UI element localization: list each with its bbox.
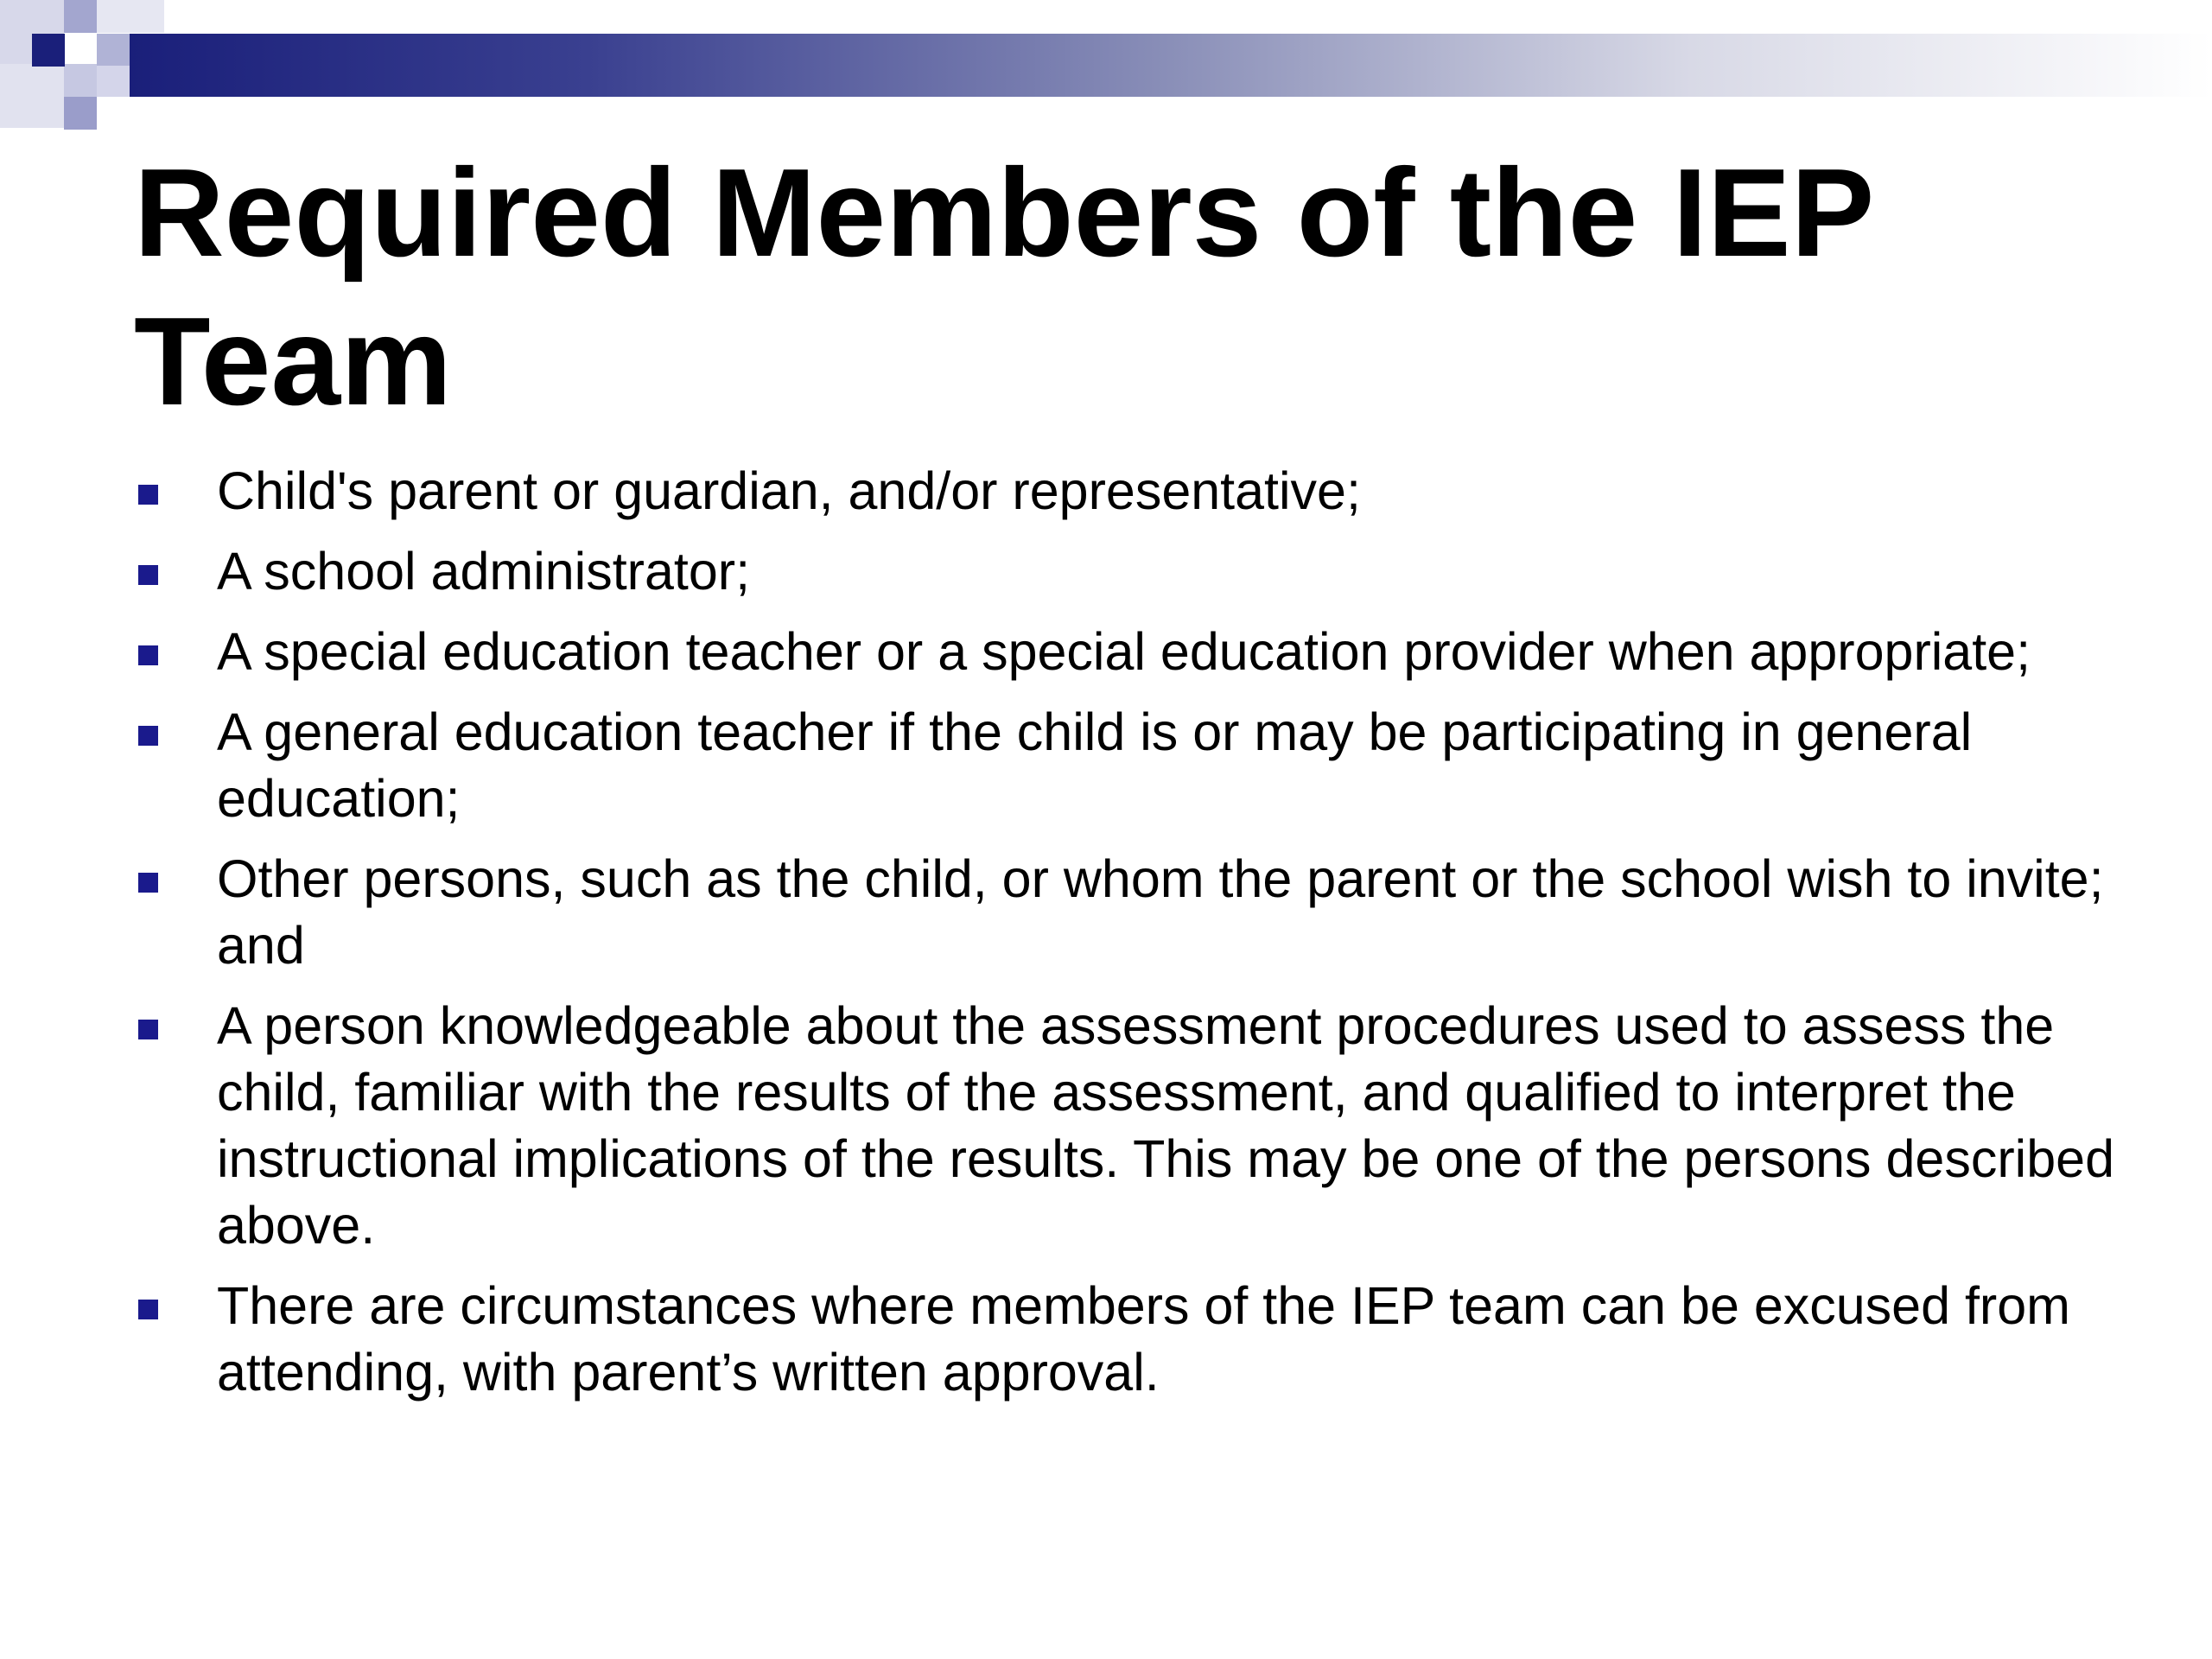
square-bullet-icon — [138, 485, 158, 505]
decor-square — [97, 66, 130, 97]
bullet-list — [134, 458, 2190, 1420]
header-gradient-bar — [130, 34, 2212, 97]
bullet-item — [134, 619, 2190, 685]
bullet-text: Child's parent or guardian, and/or representative; — [217, 461, 1361, 520]
square-bullet-icon — [138, 726, 158, 746]
decor-square — [0, 64, 64, 128]
square-bullet-icon — [138, 565, 158, 585]
decor-square — [64, 64, 97, 97]
bullet-text: A general education teacher if the child is or may be participating in general education; — [217, 702, 1973, 828]
bullet-item — [134, 993, 2190, 1259]
decor-square-dark — [32, 34, 65, 67]
square-bullet-icon — [138, 873, 158, 893]
square-bullet-icon — [138, 1020, 158, 1039]
slide-title: Required Members of the IEP Team — [134, 143, 1872, 431]
bullet-text: A person knowledgeable about the assessment procedures used to assess the child, familiar with the results of the assessment, and qualified to interpret the instructional implications of the results. This may be one of the persons described above. — [217, 996, 2114, 1255]
square-bullet-icon — [138, 645, 158, 665]
bullet-item — [134, 846, 2190, 979]
bullet-text: Other persons, such as the child, or whom the parent or the school wish to invite; and — [217, 849, 2104, 975]
bullet-item — [134, 458, 2190, 524]
bullet-item — [134, 1273, 2190, 1406]
decor-square — [64, 97, 97, 130]
bullet-text: There are circumstances where members of the IEP team can be excused from attending, with parent’s written approval. — [217, 1276, 2070, 1402]
decor-square — [97, 0, 164, 33]
square-bullet-icon — [138, 1300, 158, 1319]
bullet-text: A school administrator; — [217, 542, 751, 601]
decor-square — [97, 34, 130, 67]
bullet-text: A special education teacher or a special education provider when appropriate; — [217, 622, 2031, 681]
bullet-item — [134, 699, 2190, 832]
decor-square — [64, 0, 97, 33]
bullet-item — [134, 538, 2190, 605]
